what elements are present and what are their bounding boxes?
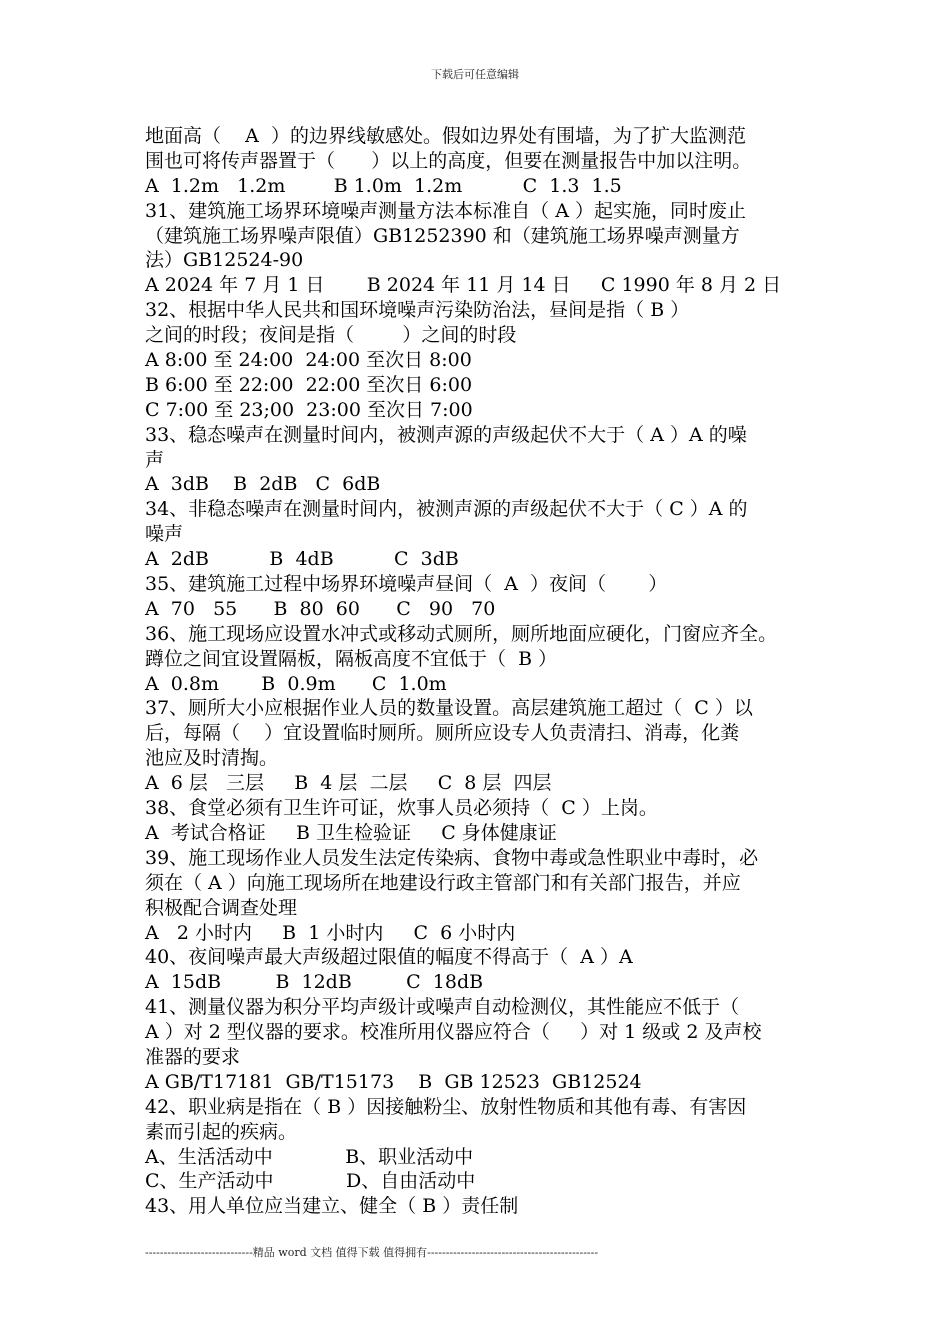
text-line: A 2 小时内 B 1 小时内 C 6 小时内	[145, 921, 516, 944]
text-line: 34、非稳态噪声在测量时间内，被测声源的声级起伏不大于（ C ）A 的	[145, 498, 748, 521]
text-line: 42、职业病是指在（ B ）因接触粉尘、放射性物质和其他有毒、有害因	[145, 1095, 747, 1118]
text-line: B 6:00 至 22:00 22:00 至次日 6:00	[145, 373, 473, 396]
text-line: 池应及时清掏。	[145, 747, 279, 770]
text-line: 素而引起的疾病。	[145, 1120, 298, 1143]
text-line: A 2024 年 7 月 1 日 B 2024 年 11 月 14 日 C 1990 年 8 月 2 日	[145, 274, 782, 297]
text-line: （建筑施工场界噪声限值）GB1252390 和（建筑施工场界噪声测量方	[145, 224, 740, 247]
text-line: A ）对 2 型仪器的要求。校准所用仪器应符合（ ）对 1 级或 2 及声校	[145, 1021, 762, 1044]
text-line: 31、建筑施工场界环境噪声测量方法本标准自（ A ）起实施，同时废止	[145, 199, 746, 222]
page-header: 下载后可任意编辑	[431, 68, 519, 81]
page-footer: -----------------------------精品 word 文档 值得下载 值得拥有----------------------------------------------	[145, 1246, 599, 1259]
text-line: 积极配合调查处理	[145, 896, 298, 919]
text-line: 须在（ A ）向施工现场所在地建设行政主管部门和有关部门报告，并应	[145, 871, 741, 894]
text-line: A 8:00 至 24:00 24:00 至次日 8:00	[145, 349, 472, 372]
text-line: A GB/T17181 GB/T15173 B GB 12523 GB12524	[145, 1070, 642, 1093]
text-line: 之间的时段；夜间是指（ ）之间的时段	[145, 324, 517, 347]
text-line: 41、测量仪器为积分平均声级计或噪声自动检测仪，其性能应不低于（	[145, 996, 740, 1019]
text-line: A 70 55 B 80 60 C 90 70	[145, 597, 496, 620]
text-line: 37、厕所大小应根据作业人员的数量设置。高层建筑施工超过（ C ）以	[145, 697, 753, 720]
document-body	[145, 124, 885, 1219]
text-line: 33、稳态噪声在测量时间内，被测声源的声级起伏不大于（ A ）A 的噪	[145, 423, 747, 446]
text-line: 声	[145, 448, 165, 471]
text-line: 39、施工现场作业人员发生法定传染病、食物中毒或急性职业中毒时，必	[145, 846, 759, 869]
text-line: 36、施工现场应设置水冲式或移动式厕所，厕所地面应硬化，门窗应齐全。	[145, 622, 778, 645]
text-line: 噪声	[145, 523, 184, 546]
text-line: 地面高（ A ）的边界线敏感处。假如边界处有围墙，为了扩大监测范	[145, 125, 746, 147]
text-line: A 15dB B 12dB C 18dB	[145, 971, 484, 994]
text-line: 准器的要求	[145, 1045, 241, 1068]
text-line: 43、用人单位应当建立、健全（ B ）责任制	[145, 1195, 519, 1218]
text-line: A 0.8m B 0.9m C 1.0m	[145, 672, 447, 695]
text-line: 38、食堂必须有卫生许可证，炊事人员必须持（ C ）上岗。	[145, 797, 658, 820]
text-line: 35、建筑施工过程中场界环境噪声昼间（ A ）夜间（ ）	[145, 573, 668, 596]
text-line: A 6 层 三层 B 4 层 二层 C 8 层 四层	[145, 772, 552, 795]
text-line: 40、夜间噪声最大声级超过限值的幅度不得高于（ A ）A	[145, 946, 633, 969]
text-line: C、生产活动中 D、自由活动中	[145, 1170, 476, 1193]
text-line: A 考试合格证 B 卫生检验证 C 身体健康证	[145, 821, 557, 844]
text-line: A 3dB B 2dB C 6dB	[145, 473, 381, 496]
text-line: A 1.2m 1.2m B 1.0m 1.2m C 1.3 1.5	[145, 174, 622, 197]
text-line: 法）GB12524-90	[145, 249, 304, 272]
text-line: A 2dB B 4dB C 3dB	[145, 548, 459, 571]
text-line: C 7:00 至 23;00 23:00 至次日 7:00	[145, 398, 473, 421]
text-line: 32、根据中华人民共和国环境噪声污染防治法，昼间是指（ B ）	[145, 299, 690, 322]
text-line: A、生活活动中 B、职业活动中	[145, 1145, 474, 1168]
text-line: 后，每隔（ ）宜设置临时厕所。厕所应设专人负责清扫、消毒，化粪	[145, 722, 740, 745]
text-line: 蹲位之间宜设置隔板，隔板高度不宜低于（ B ）	[145, 647, 558, 670]
text-line: 围也可将传声器置于（ ）以上的高度，但要在测量报告中加以注明。	[145, 149, 752, 172]
